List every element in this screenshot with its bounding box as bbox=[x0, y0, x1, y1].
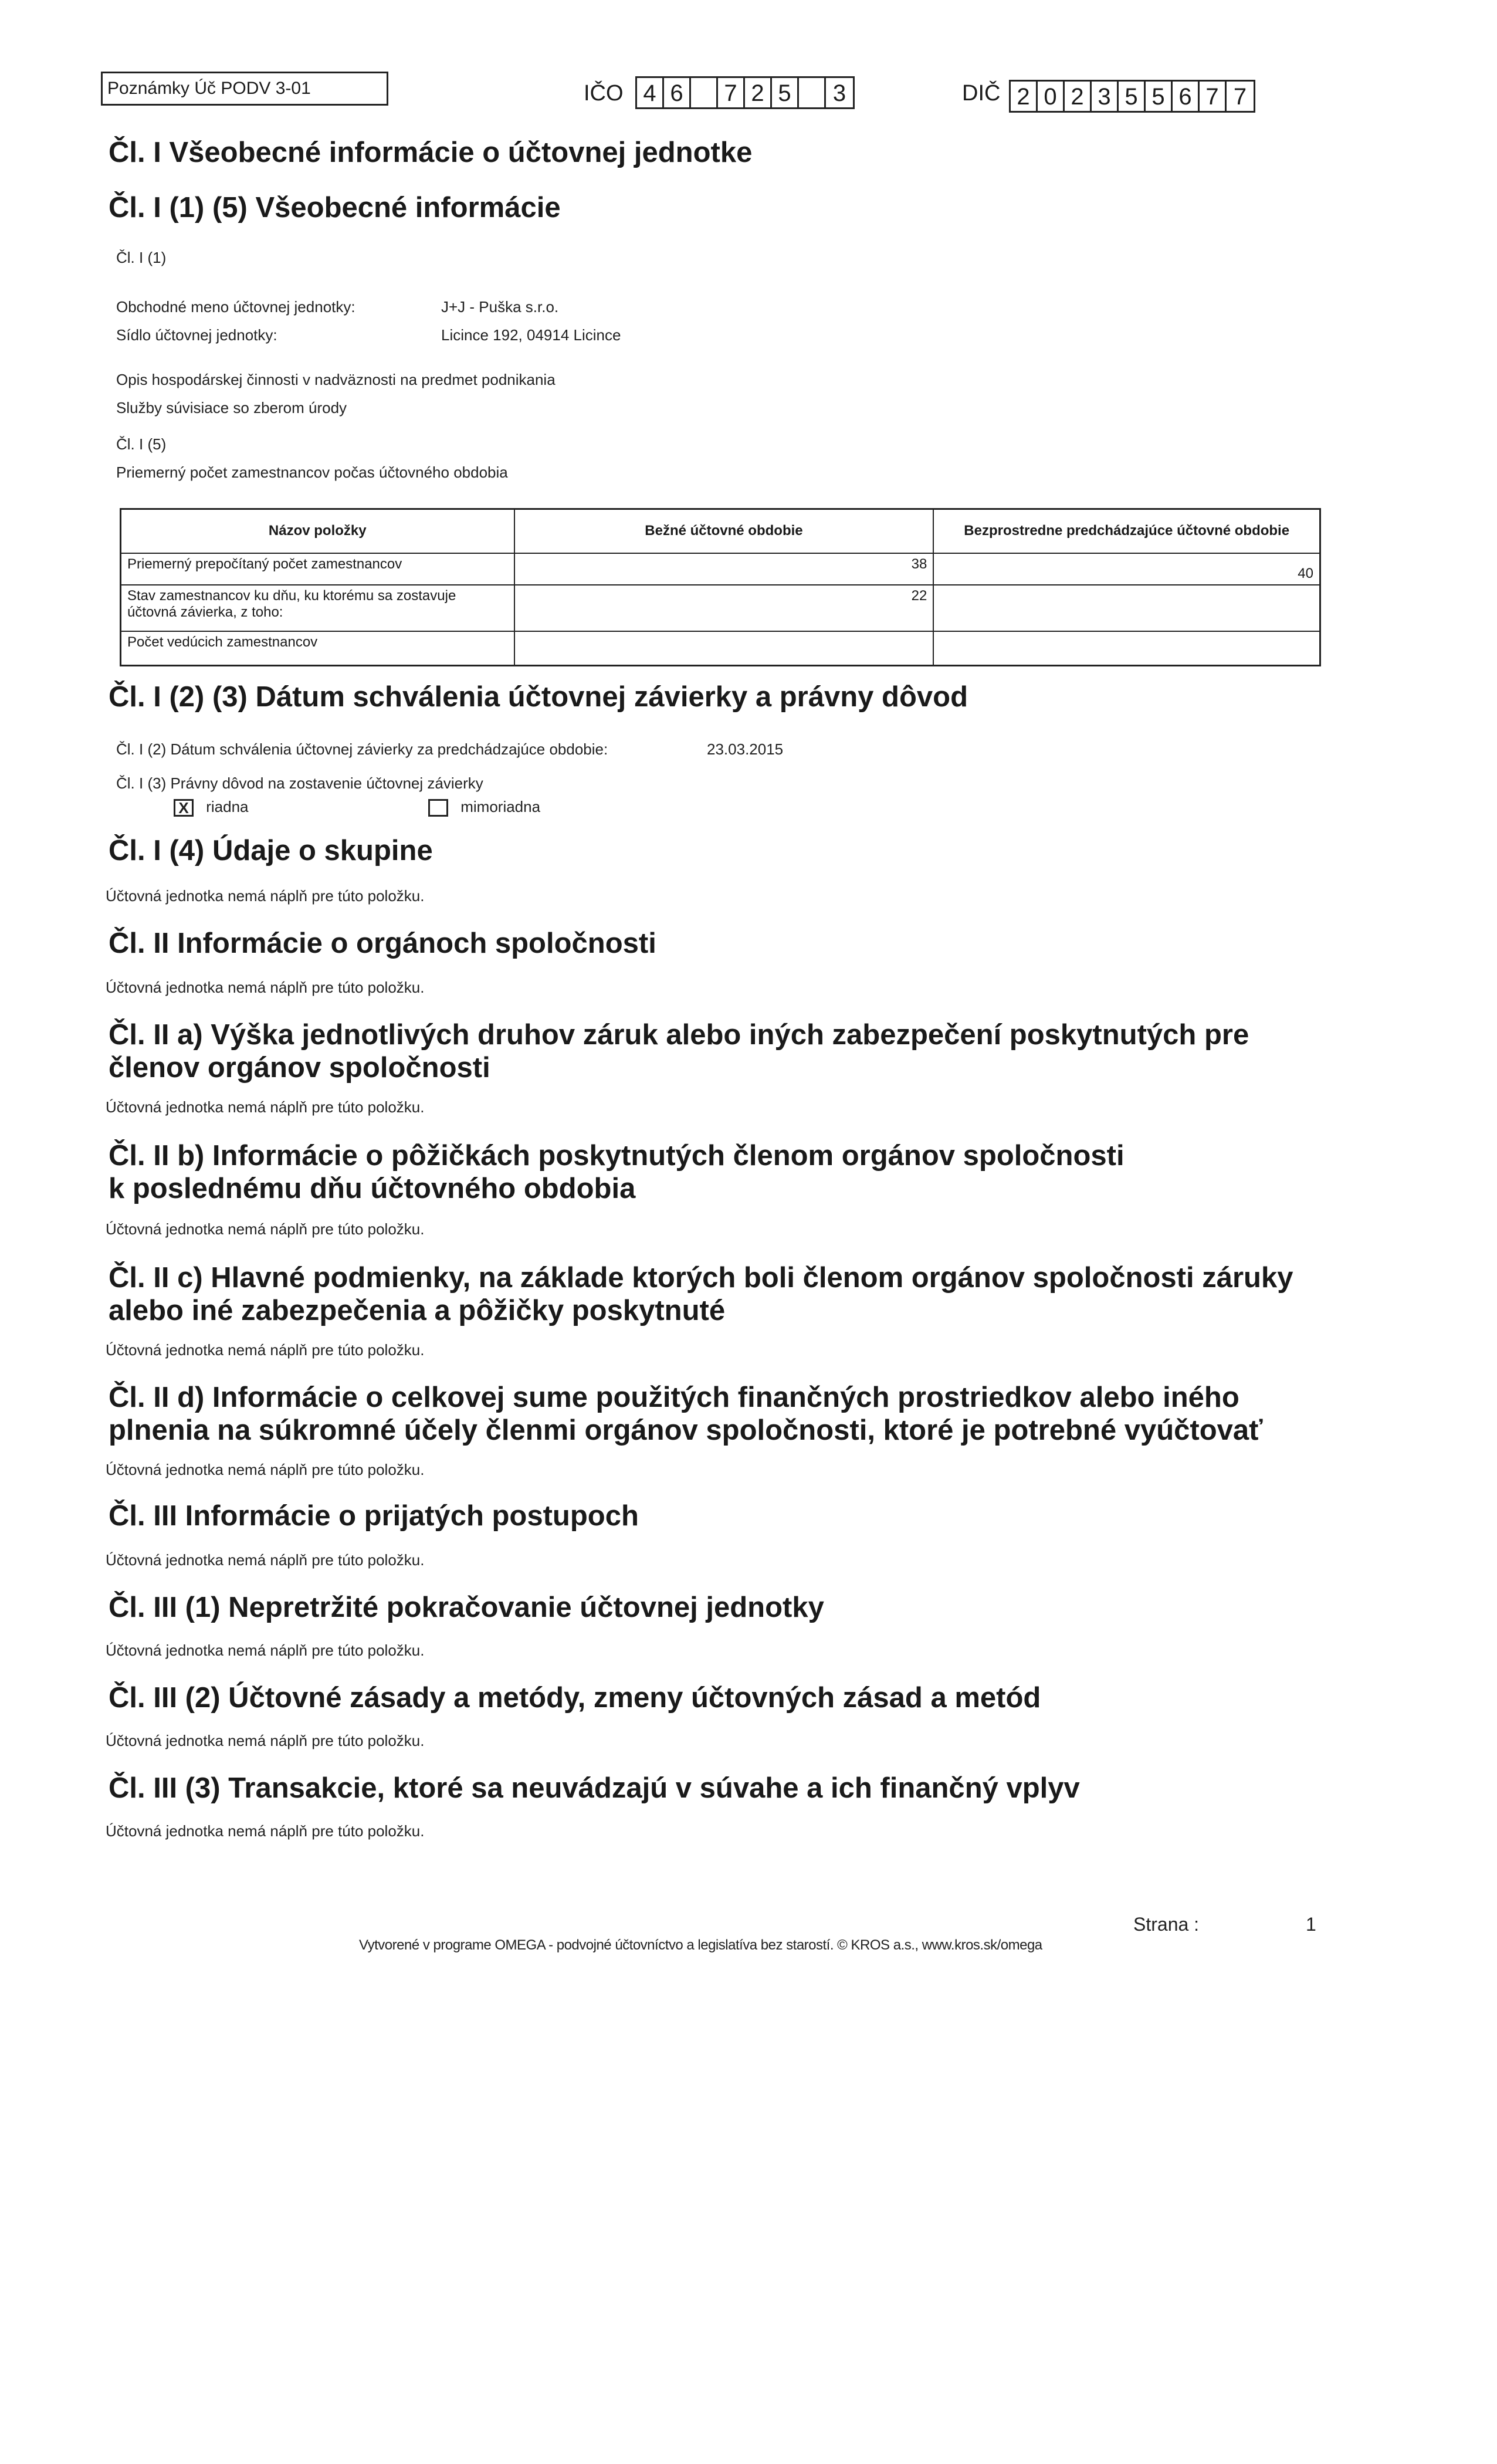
section-title: Čl. II a) Výška jednotlivých druhov záruk alebo iných zabezpečení poskytnutých pre bbox=[109, 1019, 1249, 1051]
dic-digit: 2 bbox=[1065, 82, 1092, 111]
section-title: Čl. II Informácie o orgánoch spoločnosti bbox=[109, 928, 656, 959]
section-note: Účtovná jednotka nemá náplň pre túto položku. bbox=[106, 1822, 425, 1840]
seat-label: Sídlo účtovnej jednotky: bbox=[116, 326, 277, 344]
row-current bbox=[514, 631, 934, 665]
dic-label: DIČ bbox=[962, 81, 1001, 106]
option-extra-label: mimoriadna bbox=[460, 798, 541, 815]
section-note: Účtovná jednotka nemá náplň pre túto položku. bbox=[106, 1220, 425, 1238]
option-regular bbox=[174, 798, 249, 817]
section-note: Účtovná jednotka nemá náplň pre túto položku. bbox=[106, 1461, 425, 1478]
section-title-cont: alebo iné zabezpečenia a pôžičky poskytnuté bbox=[109, 1295, 726, 1326]
legal-reason-label: Čl. I (3) Právny dôvod na zostavenie účtovnej závierky bbox=[116, 774, 483, 792]
approval-date-label: Čl. I (2) Dátum schválenia účtovnej závierky za predchádzajúce obdobie: bbox=[116, 740, 608, 758]
section-title-general: Čl. I Všeobecné informácie o účtovnej jednotke bbox=[109, 137, 753, 168]
section-note: Účtovná jednotka nemá náplň pre túto položku. bbox=[106, 1551, 425, 1569]
ico-digit: 5 bbox=[772, 78, 799, 107]
section-note: Účtovná jednotka nemá náplň pre túto položku. bbox=[106, 1098, 425, 1116]
section-title-cont: k poslednému dňu účtovného obdobia bbox=[109, 1173, 636, 1204]
dic-digit: 0 bbox=[1038, 82, 1065, 111]
table-row bbox=[121, 553, 1320, 585]
row-previous bbox=[933, 585, 1320, 631]
dic-digit: 2 bbox=[1011, 82, 1038, 111]
section-note: Účtovná jednotka nemá náplň pre túto položku. bbox=[106, 1341, 425, 1359]
approval-date-value: 23.03.2015 bbox=[707, 740, 784, 758]
dic-digit: 7 bbox=[1233, 84, 1247, 110]
col-header-name: Názov položky bbox=[121, 509, 514, 553]
dic-digits bbox=[1009, 80, 1255, 113]
dic-digit: 5 bbox=[1146, 82, 1173, 111]
section-title: Čl. I (4) Údaje o skupine bbox=[109, 835, 433, 867]
ico-digit bbox=[691, 78, 718, 107]
section-title-cont: členov orgánov spoločnosti bbox=[109, 1052, 490, 1084]
activity-label: Opis hospodárskej činnosti v nadväznosti na predmet podnikania bbox=[116, 371, 556, 388]
table-row bbox=[121, 631, 1320, 665]
checkbox-regular[interactable]: X bbox=[174, 799, 194, 817]
ico-digit: 7 bbox=[718, 78, 745, 107]
section-title: Čl. II b) Informácie o pôžičkách poskytnutých členom orgánov spoločnosti bbox=[109, 1140, 1125, 1172]
col-header-current: Bežné účtovné obdobie bbox=[514, 509, 934, 553]
section-subtitle-general: Čl. I (1) (5) Všeobecné informácie bbox=[109, 192, 561, 224]
section-note: Účtovná jednotka nemá náplň pre túto položku. bbox=[106, 887, 425, 905]
ico-digits bbox=[635, 76, 855, 109]
section-title-approval: Čl. I (2) (3) Dátum schválenia účtovnej závierky a právny dôvod bbox=[109, 681, 968, 713]
sub-heading-1: Čl. I (1) bbox=[116, 249, 167, 266]
row-current: 38 bbox=[514, 553, 934, 585]
section-title: Čl. III (2) Účtovné zásady a metódy, zmeny účtovných zásad a metód bbox=[109, 1682, 1041, 1714]
page-label: Strana : bbox=[1133, 1914, 1200, 1935]
ico-digit: 6 bbox=[664, 78, 691, 107]
dic-digit: 3 bbox=[1092, 82, 1119, 111]
section-title: Čl. III (3) Transakcie, ktoré sa neuvádzajú v súvahe a ich finančný vplyv bbox=[109, 1772, 1080, 1804]
ico-digit bbox=[799, 78, 826, 107]
section-title: Čl. II d) Informácie o celkovej sume použitých finančných prostriedkov alebo iného bbox=[109, 1382, 1239, 1413]
section-note: Účtovná jednotka nemá náplň pre túto položku. bbox=[106, 979, 425, 996]
section-title: Čl. III Informácie o prijatých postupoch bbox=[109, 1500, 639, 1532]
section-note: Účtovná jednotka nemá náplň pre túto položku. bbox=[106, 1732, 425, 1749]
dic-digit: 6 bbox=[1173, 82, 1200, 111]
section-note: Účtovná jednotka nemá náplň pre túto položku. bbox=[106, 1641, 425, 1659]
table-header-row bbox=[121, 509, 1320, 553]
section-title: Čl. III (1) Nepretržité pokračovanie účtovnej jednotky bbox=[109, 1592, 824, 1623]
col-header-previous: Bezprostredne predchádzajúce účtovné obdobie bbox=[933, 509, 1320, 553]
ico-digit: 3 bbox=[832, 80, 846, 106]
activity-value: Služby súvisiace so zberom úrody bbox=[116, 399, 347, 417]
employees-label: Priemerný počet zamestnancov počas účtovného obdobia bbox=[116, 463, 508, 481]
sub-heading-5: Čl. I (5) bbox=[116, 435, 167, 453]
dic-digit: 5 bbox=[1119, 82, 1146, 111]
ico-label: IČO bbox=[584, 81, 624, 106]
row-current: 22 bbox=[514, 585, 934, 631]
dic-digit: 7 bbox=[1200, 82, 1227, 111]
employees-table bbox=[120, 508, 1321, 666]
section-title: Čl. II c) Hlavné podmienky, na základe ktorých boli členom orgánov spoločnosti záruky bbox=[109, 1262, 1293, 1294]
company-name-label: Obchodné meno účtovnej jednotky: bbox=[116, 298, 355, 316]
checkbox-extraordinary[interactable] bbox=[428, 799, 448, 817]
company-name-value: J+J - Puška s.r.o. bbox=[441, 298, 559, 316]
form-tag: Poznámky Úč PODV 3-01 bbox=[101, 72, 388, 106]
ico-digit: 2 bbox=[745, 78, 772, 107]
option-regular-label: riadna bbox=[206, 798, 249, 815]
option-extra bbox=[428, 798, 540, 817]
row-name: Priemerný prepočítaný počet zamestnancov bbox=[121, 553, 514, 585]
row-previous bbox=[933, 631, 1320, 665]
table-row bbox=[121, 585, 1320, 631]
page-number: 1 bbox=[1306, 1914, 1316, 1935]
footer-credit: Vytvorené v programe OMEGA - podvojné účtovníctvo a legislatíva bez starostí. © KROS a.s., www.kros.sk/omega bbox=[359, 1937, 1042, 1953]
seat-value: Licince 192, 04914 Licince bbox=[441, 326, 621, 344]
ico-digit: 4 bbox=[637, 78, 664, 107]
row-previous: 40 bbox=[933, 553, 1320, 585]
section-title-cont: plnenia na súkromné účely členmi orgánov spoločnosti, ktoré je potrebné vyúčtovať bbox=[109, 1414, 1263, 1446]
row-name: Počet vedúcich zamestnancov bbox=[121, 631, 514, 665]
row-name: Stav zamestnancov ku dňu, ku ktorému sa zostavuje účtovná závierka, z toho: bbox=[121, 585, 514, 631]
